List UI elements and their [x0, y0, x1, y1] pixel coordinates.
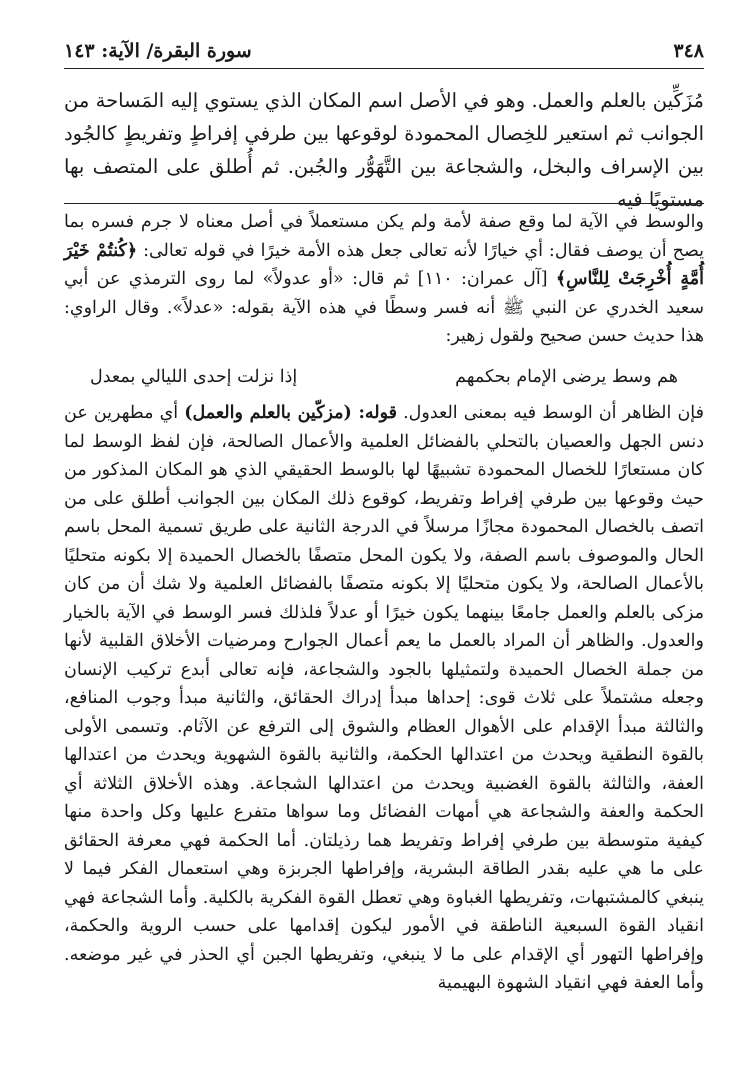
- poem-first-hemistich: هم وسط يرضى الإمام بحكمهم: [455, 366, 678, 387]
- commentary-text: أي مطهرين عن دنس الجهل والعصيان بالتحلي بالفضائل العلمية والأعمال الصالحة، فإن لفظ الوسط لما كان مستعارًا للخصال المحمودة تشبيهًا لها بالوسط الحقيقي الذي هو المكان المذكور من حيث وقوعها بين طرفي إفراط وتفريط، كوقوع ذلك المكان بين الجوانب أطلق على من اتصف بالخصال المحمودة مجازًا مرسلاً في الدرجة الثانية على طريق تسمية المحل باسم الحال والموصوف باسم الصفة، ولا يكون المحل متصفًا بالخصال الحميدة إلا بكونه متحليًا بالأعمال الصالحة، ولا يكون متحليًا إلا بكونه متصفًا بالفضائل العلمية ولا شك أن من كان مزكى بالعلم والعمل جامعًا بينهما يكون خيرًا أو عدلاً فلذلك فسر الوسط في الآية بالخيار والعدول. والظاهر أن المراد بالعمل ما يعم أعمال الجوارح ومرضيات الأخلاق القلبية لأنها من جملة الخصال الحميدة ولتمثيلها بالجود والشجاعة، فإنه تعالى أبدع تركيب الإنسان وجعله مشتملاً على ثلاث قوى: إحداها مبدأ إدراك الحقائق، والثانية مبدأ وجوب المنافع، والثالثة مبدأ الإقدام على الأهوال العظام والشوق إلى الترفع عن الآثام. وتسمى الأولى بالقوة النطقية ويحدث من اعتدالها الحكمة، والثانية بالقوة الشهوية ويحدث من اعتدالها العفة، والثالثة بالقوة الغضبية ويحدث من اعتدالها الشجاعة. وهذه الأخلاق الثلاثة أي الحكمة والعفة والشجاعة هي أمهات الفضائل وما سواها متفرع عليها وكل واحدة منها كيفية متوسطة بين طرفي إفراط وتفريط هما رذيلتان. أما الحكمة فهي معرفة الحقائق على ما هي عليه بقدر الطاقة البشرية، وإفراطها الجربزة وهي استعمال الفكر فيما لا ينبغي كالمشتبهات، وتفريطها الغباوة وهي تعطل القوة الفكرية بالكلية. وأما الشجاعة فهي انقياد القوة السبعية الناطقة في الأمور ليكون إقدامها على حسب الروية والحكمة، وإفراطها التهور أي الإقدام على ما لا ينبغي، وتفريطها الجبن أي الحذر في غير موضعه. وأما العفة فهي انقياد الشهوة البهيمية: [64, 403, 704, 993]
- book-page: [64, 36, 704, 1066]
- commentary-paragraph-2: [64, 399, 704, 998]
- quran-verse: ﴿كُنتُمْ خَيْرَ أُمَّةٍ أُخْرِجَتْ لِلنَّاسِ﴾: [64, 240, 704, 289]
- commentary-divider: [64, 203, 704, 204]
- poem-verse: [64, 363, 704, 392]
- page-header: [64, 36, 704, 66]
- main-text-block: [64, 84, 704, 216]
- commentary-paragraph-1: [64, 208, 704, 351]
- quoted-phrase: قوله: (مزكّين بالعلم والعمل): [184, 403, 398, 423]
- commentary-text: فإن الظاهر أن الوسط فيه بمعنى العدول.: [397, 403, 705, 423]
- commentary-text: والوسط في الآية لما وقع صفة لأمة ولم يكن مستعملاً في أصل معناه لا جرم فسره بما يصح أن يوصف فقال: أي خيارًا لأنه تعالى جعل هذه الأمة خيرًا في قوله تعالى:: [64, 212, 704, 261]
- surah-reference: سورة البقرة/ الآية: ١٤٣: [64, 40, 252, 62]
- commentary-text: [آل عمران: ١١٠] ثم قال: «أو عدولاً» لما روى الترمذي عن أبي سعيد الخدري عن النبي ﷺ أنه فسر وسطًا في هذه الآية بقوله: «عدلاً». وقال الراوي: هذا حديث حسن صحيح ولقول زهير:: [64, 269, 704, 346]
- commentary-block: [64, 208, 704, 998]
- page-number: ٣٤٨: [673, 40, 704, 62]
- main-text-paragraph: مُزَكِّين بالعلم والعمل. وهو في الأصل اسم المكان الذي يستوي إليه المَساحة من الجوانب ثم استعير للخِصال المحمودة لوقوعها بين طرفي إفراطٍ وتفريطٍ كالجُود بين الإسراف والبخل، والشجاعة بين التَّهَوُّر والجُبن. ثم أُطلق على المتصف بها مستويًا فيه: [64, 89, 704, 211]
- poem-second-hemistich: إذا نزلت إحدى الليالي بمعدل: [90, 366, 298, 387]
- header-divider: [64, 68, 704, 69]
